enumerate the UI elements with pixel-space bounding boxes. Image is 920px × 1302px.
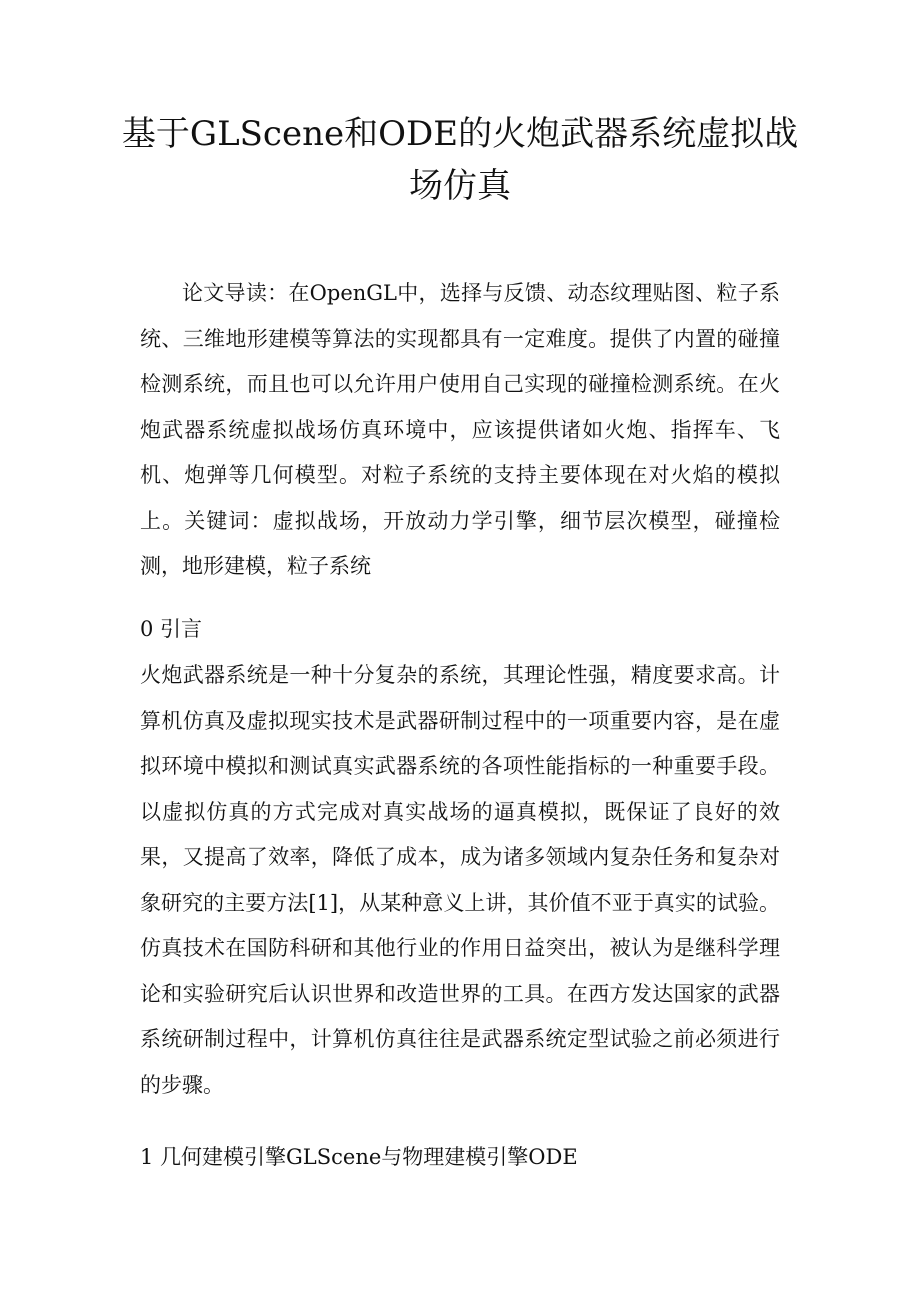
introduction-paragraph: 火炮武器系统是一种十分复杂的系统，其理论性强，精度要求高。计算机仿真及虚拟现实技术是武器研制过程中的一项重要内容，是在虚拟环境中模拟和测试真实武器系统的各项性能指标的一种重要手段。以虚拟仿真的方式完成对真实战场的逼真模拟，既保证了良好的效果，又提高了效率，降低了成本，成为诸多领域内复杂任务和复杂对象研究的主要方法[1]，从某种意义上讲，其价值不亚于真实的试验。仿真技术在国防科研和其他行业的作用日益突出，被认为是继科学理论和实验研究后认识世界和改造世界的工具。在西方发达国家的武器系统研制过程中，计算机仿真往往是武器系统定型试验之前必须进行的步骤。 bbox=[140, 663, 780, 1097]
section-heading-engines: 1 几何建模引擎GLScene与物理建模引擎ODE bbox=[140, 1145, 578, 1169]
section-heading-introduction: 0 引言 bbox=[140, 617, 203, 641]
abstract-paragraph: 论文导读：在OpenGL中，选择与反馈、动态纹理贴图、粒子系统、三维地形建模等算法的实现都具有一定难度。提供了内置的碰撞检测系统，而且也可以允许用户使用自己实现的碰撞检测系统。在火炮武器系统虚拟战场仿真环境中，应该提供诸如火炮、指挥车、飞机、炮弹等几何模型。对粒子系统的支持主要体现在对火焰的模拟上。关键词：虚拟战场，开放动力学引擎，细节层次模型，碰撞检测，地形建模，粒子系统 bbox=[140, 281, 780, 578]
document-title: 基于GLScene和ODE的火炮武器系统虚拟战场仿真 bbox=[121, 114, 799, 206]
